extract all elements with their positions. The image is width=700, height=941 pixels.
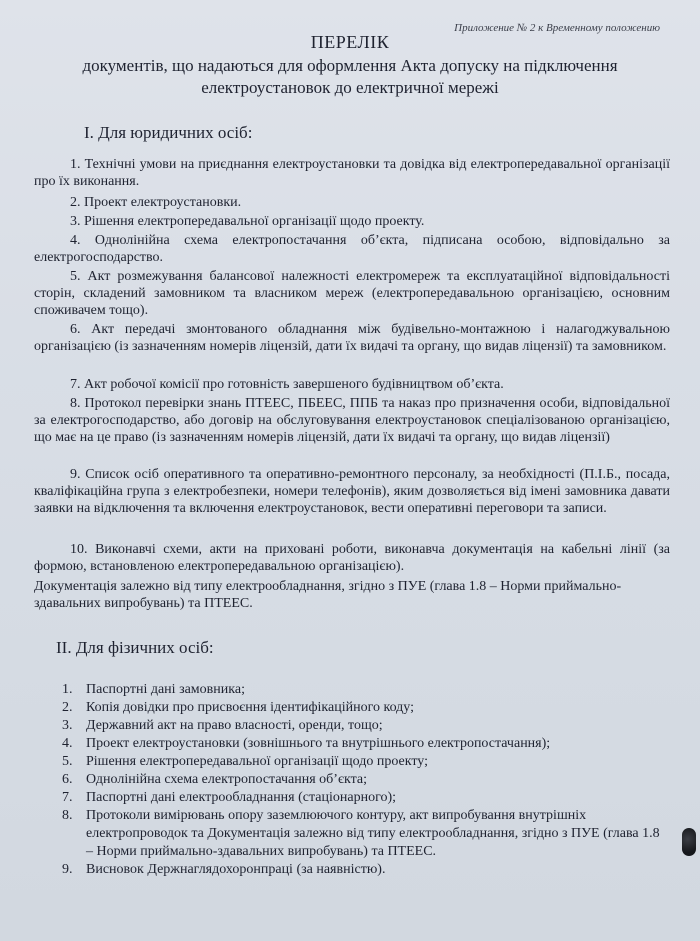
subtitle-line-1: документів, що надаються для оформлення Акта допуску на підключення <box>82 56 618 75</box>
section-1-item-6: 6. Акт передачі змонтованого обладнання між будівельно-монтажною і налагоджувальною організацією (із зазначенням номерів ліцензій, дати їх видачі та органу, що видав ліцензії) та замовником. <box>34 322 670 354</box>
section-1-item-1: 1. Технічні умови на приєднання електроустановки та довідка від електропередавальної організації про їх виконання. <box>34 157 670 189</box>
list-item-number: 9. <box>62 862 73 877</box>
list-item-text: Паспортні дані замовника; <box>86 682 245 697</box>
list-item-text: Однолінійна схема електропостачання об’єкта; <box>86 772 367 787</box>
section-1-item-2: 2. Проект електроустановки. <box>70 195 242 210</box>
page-subtitle <box>30 55 670 99</box>
section-2-list <box>62 681 662 879</box>
list-item-text: Паспортні дані електрообладнання (стаціонарного); <box>86 790 397 805</box>
list-item <box>62 861 662 879</box>
list-item-text: Висновок Держнаглядохоронпраці (за наявністю). <box>86 862 386 877</box>
list-item-number: 4. <box>62 736 73 751</box>
list-item <box>62 753 662 771</box>
section-1-item-7: 7. Акт робочої комісії про готовність завершеного будівництвом об’єкта. <box>70 377 504 392</box>
section-1-item-9: 9. Список осіб оперативного та оперативно-ремонтного персоналу, за необхідності (П.І.Б., посада, кваліфікаційна група з електробезпеки, номери телефонів), яким дозволяється від імені замовника давати заявки на відключення та включення електроустановок, вести оперативні переговори та записи. <box>34 467 670 516</box>
list-item <box>62 699 662 717</box>
list-item-number: 3. <box>62 718 73 733</box>
page-title: ПЕРЕЛІК <box>310 32 390 52</box>
list-item-text: Рішення електропередавальної організації щодо проекту; <box>86 754 428 769</box>
list-item <box>62 717 662 735</box>
list-item <box>62 681 662 699</box>
list-item-number: 6. <box>62 772 73 787</box>
binder-clip <box>682 828 696 856</box>
section-1-heading: I. Для юридичних осіб: <box>84 123 253 142</box>
list-item-text: Проект електроустановки (зовнішнього та внутрішнього електропостачання); <box>86 736 551 751</box>
section-1-item-5: 5. Акт розмежування балансової належності електромереж та експлуатаційної відповідальності сторін, складений замовником та власником мереж (електропередавальною організацією, основним споживачем тощо). <box>34 269 670 318</box>
list-item-number: 2. <box>62 700 73 715</box>
list-item-text: Копія довідки про присвоєння ідентифікаційного коду; <box>86 700 415 715</box>
list-item-text: Протоколи вимірювань опору заземлюючого контуру, акт випробування внутрішніх електропроводок та Документація залежно від типу електрообладнання, згідно з ПУЕ (глава 1.8 – Норми приймально-здавальних випробувань) та ПТЕЕС. <box>86 808 660 859</box>
list-item-number: 7. <box>62 790 73 805</box>
section-1-item-10: 10. Виконавчі схеми, акти на приховані роботи, виконавча документація на кабельні лінії (за формою, встановленою електропередавальною організацією). <box>34 542 670 574</box>
section-1-item-3: 3. Рішення електропередавальної організації щодо проекту. <box>70 214 425 229</box>
list-item-number: 8. <box>62 808 73 823</box>
appendix-note: Приложение № 2 к Временному положению <box>454 22 660 34</box>
list-item <box>62 735 662 753</box>
list-item-text: Державний акт на право власності, оренди, тощо; <box>86 718 383 733</box>
subtitle-line-2: електроустановок до електричної мережі <box>201 78 499 97</box>
section-1-note: Документація залежно від типу електрообладнання, згідно з ПУЕ (глава 1.8 – Норми приймально-здавальних випробувань) та ПТЕЕС. <box>34 579 622 611</box>
list-item <box>62 789 662 807</box>
list-item <box>62 807 662 861</box>
list-item-number: 5. <box>62 754 73 769</box>
section-1-item-8: 8. Протокол перевірки знань ПТЕЕС, ПБЕЕС, ППБ та наказ про призначення особи, відповідальної за електрогосподарство, або договір на обслуговування електроустановок спеціалізованою організацією, що має на це право (із зазначенням номерів ліцензій, дати їх видачі та органу, що видав ліцензії) <box>34 396 670 445</box>
section-1-item-4: 4. Однолінійна схема електропостачання об’єкта, підписана особою, відповідально за електрогосподарство. <box>34 233 670 265</box>
list-item <box>62 771 662 789</box>
list-item-number: 1. <box>62 682 73 697</box>
section-2-heading: II. Для фізичних осіб: <box>56 638 214 657</box>
